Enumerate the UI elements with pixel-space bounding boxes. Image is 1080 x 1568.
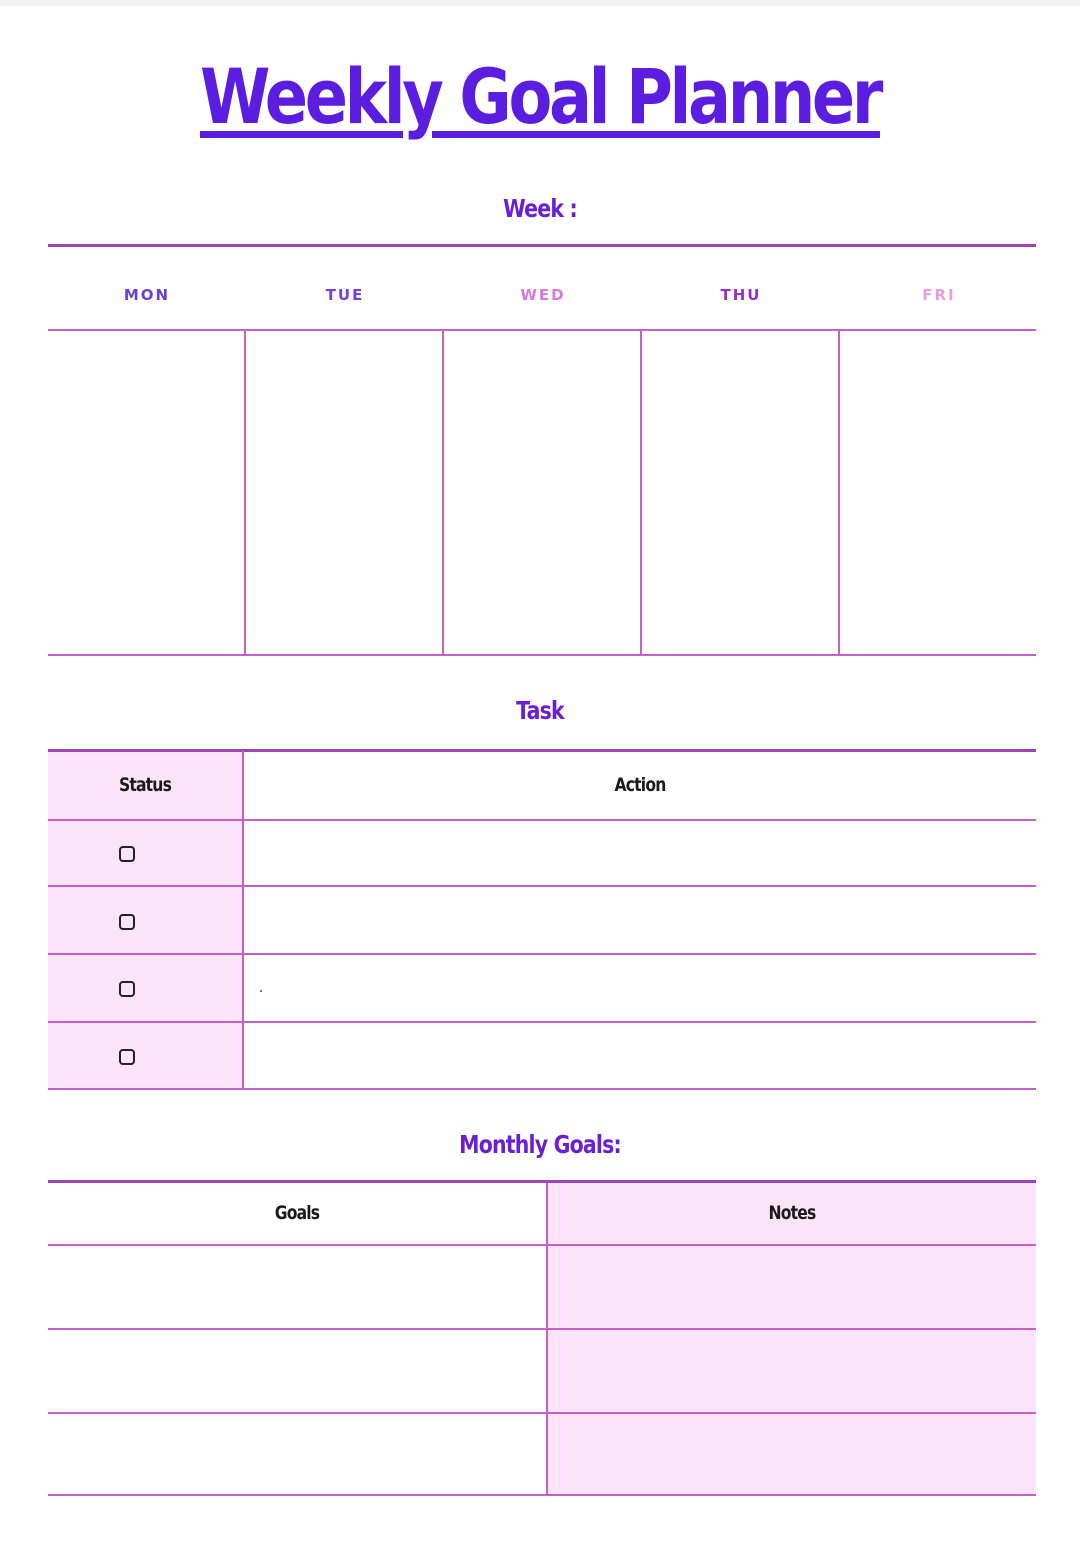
goal-cell[interactable] — [48, 1330, 546, 1412]
day-cell-mon[interactable] — [48, 331, 244, 654]
week-grid-bottom-line — [48, 654, 1036, 656]
monthly-goals-label: Monthly Goals: — [459, 1130, 621, 1159]
action-cell[interactable] — [244, 821, 1036, 885]
day-cell-tue[interactable] — [246, 331, 442, 654]
action-column-header: Action — [614, 774, 666, 796]
notes-column-header: Notes — [768, 1202, 816, 1224]
goal-cell[interactable] — [48, 1414, 546, 1494]
day-label-tue: TUE — [325, 286, 365, 304]
action-cell[interactable] — [244, 955, 1036, 1021]
monthly-table-top-line — [48, 1180, 1036, 1183]
day-cell-fri[interactable] — [840, 331, 1036, 654]
day-cell-thu[interactable] — [642, 331, 838, 654]
day-cell-wed[interactable] — [444, 331, 640, 654]
action-cell[interactable] — [244, 887, 1036, 953]
status-column-header: Status — [118, 774, 172, 796]
note-cell[interactable] — [548, 1414, 1036, 1494]
day-label-thu: THU — [720, 286, 762, 304]
monthly-table-bottom-line — [48, 1494, 1036, 1496]
day-label-mon: MON — [123, 286, 171, 304]
action-cell[interactable] — [244, 1023, 1036, 1088]
status-checkbox[interactable] — [119, 981, 135, 997]
status-checkbox[interactable] — [119, 914, 135, 930]
page-title: Weekly Goal Planner — [200, 52, 880, 141]
day-label-wed: WED — [520, 286, 566, 304]
week-grid-divider — [442, 331, 444, 655]
status-checkbox[interactable] — [119, 846, 135, 862]
note-cell[interactable] — [548, 1330, 1036, 1412]
status-column-fill — [48, 751, 242, 1089]
task-table-bottom-line — [48, 1088, 1036, 1090]
goals-column-header: Goals — [274, 1202, 320, 1224]
goal-cell[interactable] — [48, 1246, 546, 1328]
task-table-top-line — [48, 749, 1036, 752]
week-underline — [48, 244, 1036, 247]
page-top-edge — [0, 0, 1080, 6]
day-label-fri: FRI — [922, 286, 956, 304]
task-label: Task — [516, 696, 564, 725]
status-checkbox[interactable] — [119, 1049, 135, 1065]
week-grid-divider — [244, 331, 246, 655]
stray-mark — [260, 990, 262, 992]
week-label: Week : — [503, 194, 577, 223]
note-cell[interactable] — [548, 1246, 1036, 1328]
week-grid-divider — [838, 331, 840, 655]
week-grid-divider — [640, 331, 642, 655]
